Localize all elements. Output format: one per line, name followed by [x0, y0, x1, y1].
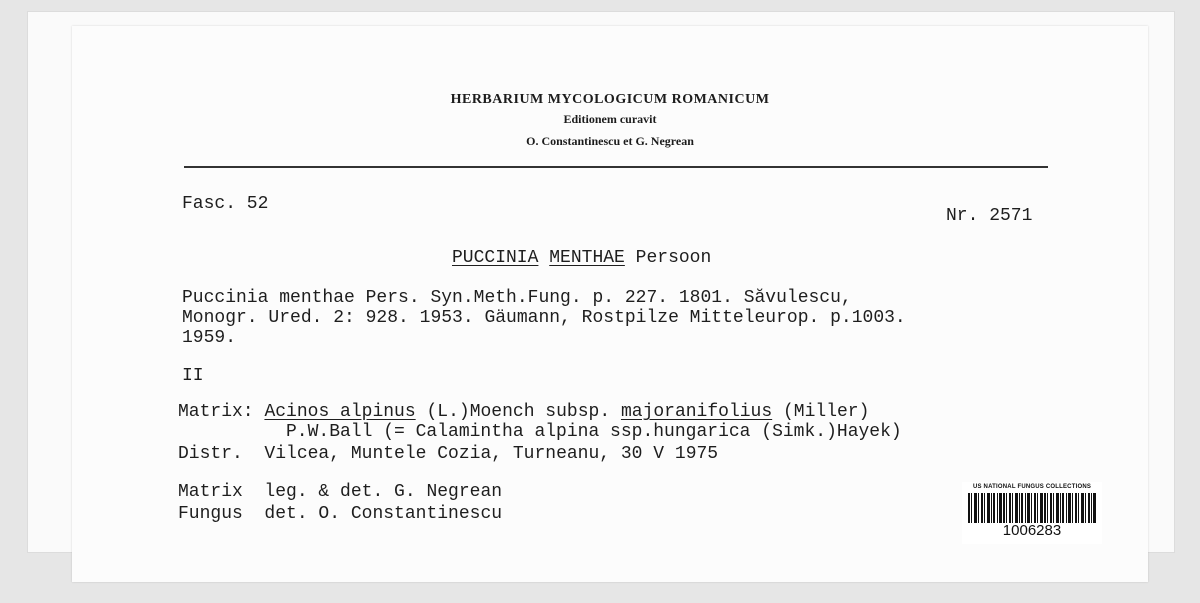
distribution-value: Vilcea, Muntele Cozia, Turneanu, 30 V 1975 — [264, 444, 719, 464]
fungus-value: det. O. Constantinescu — [264, 504, 503, 524]
host-species: Acinos alpinus — [264, 402, 416, 422]
herbarium-title: HERBARIUM MYCOLOGICUM ROMANICUM — [450, 92, 770, 107]
exsiccata-number: Nr. 2571 — [946, 206, 1033, 226]
barcode-icon — [968, 493, 1096, 523]
matrix-line-2: P.W.Ball (= Calamintha alpina ssp.hungarica (Simk.)Hayek) — [286, 422, 902, 442]
barcode-label — [962, 482, 1102, 544]
species-name — [452, 248, 711, 268]
header-divider — [184, 166, 1048, 168]
distribution-row — [178, 444, 718, 464]
herbarium-subtitle: Editionem curavit — [563, 112, 657, 126]
label-header — [72, 92, 1148, 149]
matrix-collector-value: leg. & det. G. Negrean — [264, 482, 503, 502]
matrix-label: Matrix: — [178, 402, 254, 422]
fascicle-number: Fasc. 52 — [182, 194, 269, 214]
spore-stage: II — [182, 366, 204, 386]
host-author: (L.)Moench subsp. — [426, 402, 611, 422]
matrix-collector-row — [178, 482, 502, 502]
herbarium-editors: O. Constantinescu et G. Negrean — [526, 134, 694, 148]
matrix-line-1 — [178, 402, 869, 422]
fungus-row — [178, 504, 502, 524]
barcode-collection-name: US NATIONAL FUNGUS COLLECTIONS — [972, 484, 1092, 490]
specimen-label — [72, 26, 1148, 582]
matrix-collector-label: Matrix — [178, 482, 243, 502]
fungus-label: Fungus — [178, 504, 243, 524]
distribution-label: Distr. — [178, 444, 243, 464]
host-sub-author: (Miller) — [782, 402, 870, 422]
citation-line-3: 1959. — [182, 328, 237, 348]
species-author: Persoon — [635, 248, 712, 268]
barcode-number: 1006283 — [1002, 522, 1062, 539]
citation-line-2: Monogr. Ured. 2: 928. 1953. Gäumann, Rostpilze Mitteleurop. p.1003. — [182, 308, 906, 328]
species-genus: PUCCINIA — [452, 248, 539, 268]
species-epithet: MENTHAE — [549, 248, 625, 268]
citation-line-1: Puccinia menthae Pers. Syn.Meth.Fung. p. 227. 1801. Săvulescu, — [182, 288, 852, 308]
host-subspecies: majoranifolius — [620, 402, 773, 422]
